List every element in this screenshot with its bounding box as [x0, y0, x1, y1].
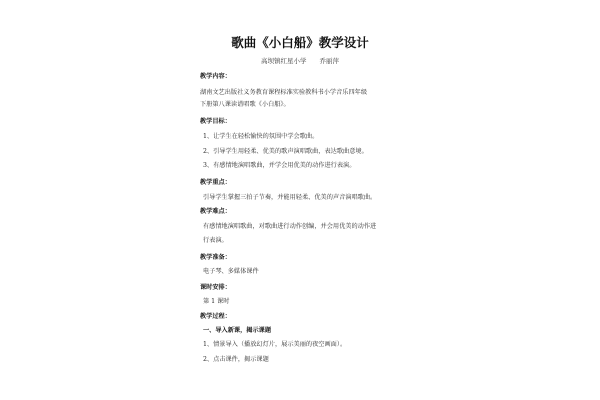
section-heading: 教学目标： — [200, 118, 231, 125]
paragraph-line: 有感情地演唱歌曲，对歌曲进行动作创编，并会用优美的动作进 — [203, 223, 377, 230]
section-heading: 教学准备： — [200, 254, 231, 261]
paragraph-line: 湖南文艺出版社义务教育课程标准实验教科书小学音乐四年级 — [200, 89, 368, 96]
paragraph-line: 引导学生掌握三拍子节奏，并能用轻柔、优美的声音演唱歌曲。 — [203, 194, 377, 201]
paragraph-line: 1、情景导入（播放幻灯片，展示美丽的夜空画面）。 — [203, 341, 347, 348]
section-heading: 教学内容： — [200, 73, 231, 80]
paragraph-line: 1、让学生在轻松愉快的氛围中学会歌曲。 — [203, 133, 319, 140]
document-title: 歌曲《小白船》教学设计 — [231, 35, 369, 50]
paragraph-line: 2、点击课件，揭示课题 — [203, 356, 269, 363]
paragraph-line: 电子琴、多媒体课件 — [203, 268, 259, 275]
paragraph-line: 第 1 课时 — [203, 298, 230, 305]
section-heading: 课时安排： — [200, 284, 231, 291]
paragraph-line: 2、引导学生用轻柔、优美的歌声演唱歌曲，表达歌曲意境。 — [203, 148, 368, 155]
document-author: 高坝镇红星小学 乔丽萍 — [261, 57, 339, 65]
paragraph-line: 下册第八课读谱唱歌《小白船》。 — [200, 101, 290, 108]
section-heading: 教学重点： — [200, 179, 231, 186]
section-heading: 教学过程： — [200, 313, 231, 320]
paragraph-line: 行表演。 — [203, 237, 228, 244]
section-heading: 教学难点： — [200, 208, 231, 215]
paragraph-line: 3、有感情地演唱歌曲，并学会用优美的动作进行表演。 — [203, 162, 356, 169]
subsection-heading: 一、导入新课，揭示课题 — [203, 327, 272, 334]
